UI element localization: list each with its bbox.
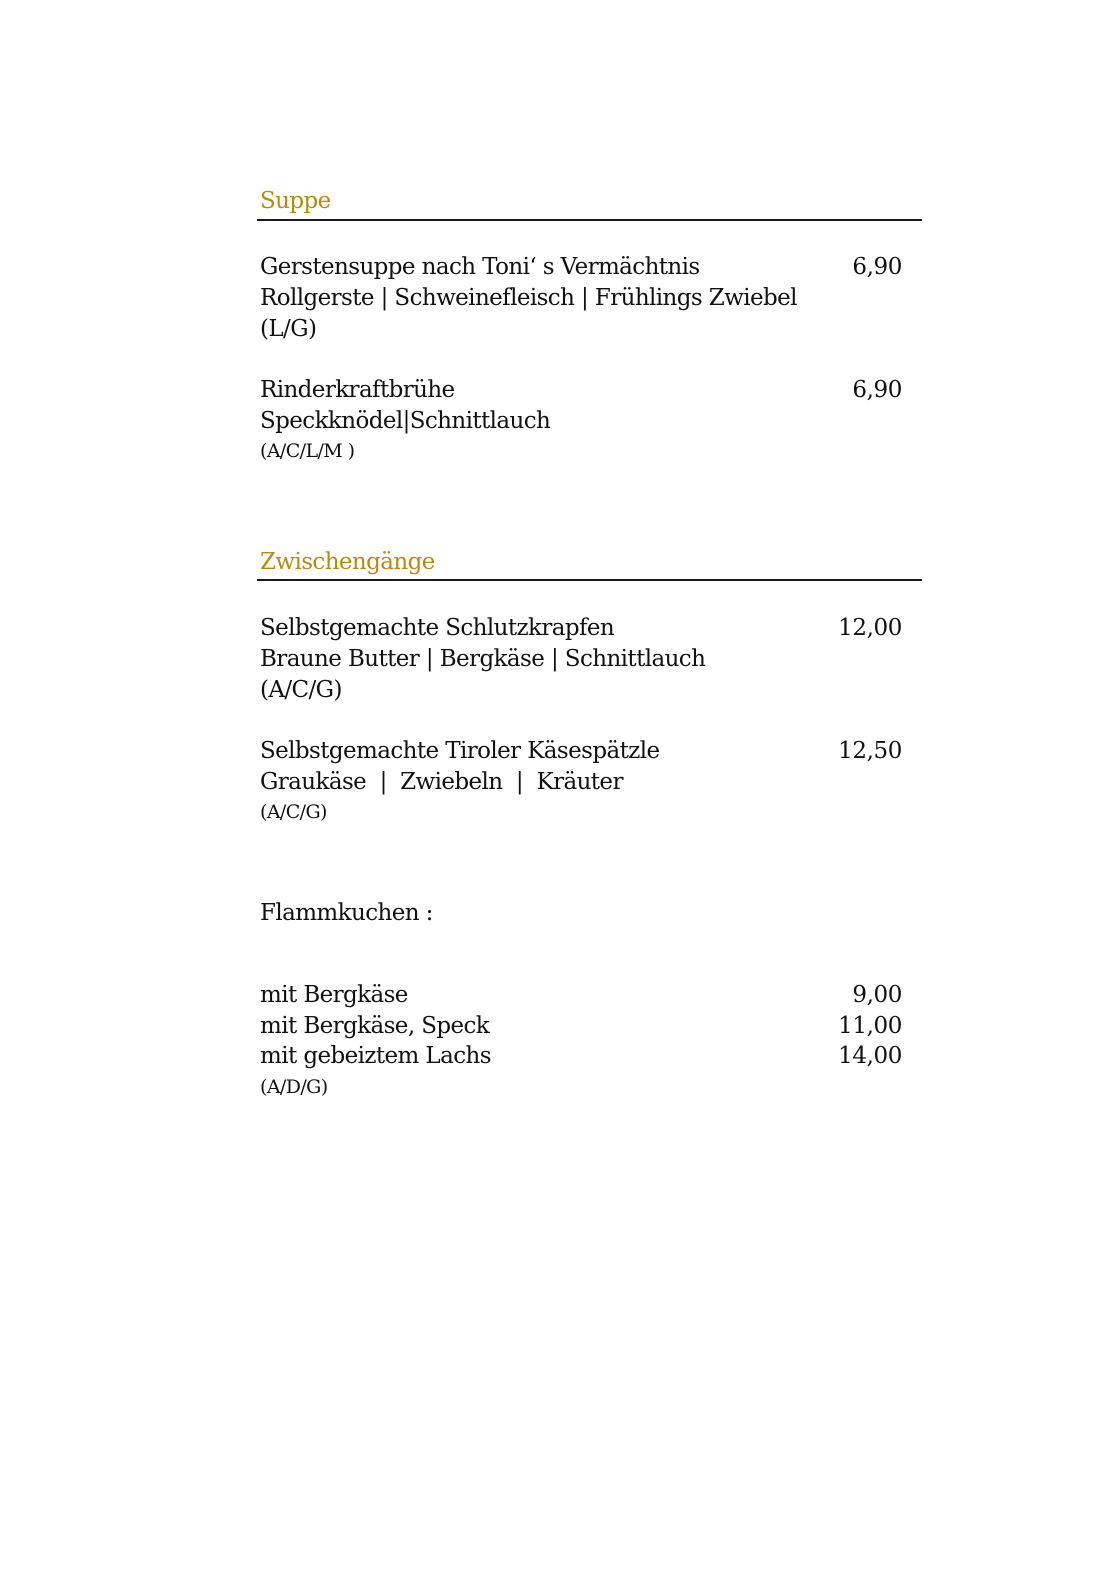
section-divider-suppe — [257, 219, 922, 221]
item-allergens: (L/G) — [260, 316, 317, 342]
item-price: 6,90 — [852, 377, 902, 403]
item-name: Selbstgemachte Tiroler Käsespätzle — [260, 738, 660, 764]
item-price: 12,50 — [838, 738, 902, 764]
item-description: Graukäse | Zwiebeln | Kräuter — [260, 769, 623, 795]
item-allergens: (A/C/G) — [260, 801, 327, 823]
variant-name: mit Bergkäse, Speck — [260, 1013, 490, 1039]
item-description: Speckknödel|Schnittlauch — [260, 408, 551, 434]
variant-name: mit Bergkäse — [260, 982, 408, 1008]
item-allergens: (A/C/L/M ) — [260, 440, 355, 462]
item-name: Rinderkraftbrühe — [260, 377, 455, 403]
variant-name: mit gebeiztem Lachs — [260, 1043, 491, 1069]
item-price: 12,00 — [838, 615, 902, 641]
flammkuchen-title: Flammkuchen : — [260, 900, 433, 926]
item-allergens: (A/C/G) — [260, 677, 342, 703]
item-name: Gerstensuppe nach Toni‘ s Vermächtnis — [260, 254, 700, 280]
item-description: Braune Butter | Bergkäse | Schnittlauch — [260, 646, 706, 672]
item-description: Rollgerste | Schweinefleisch | Frühlings Zwiebel — [260, 285, 797, 311]
section-title-zwischengaenge: Zwischengänge — [260, 549, 435, 575]
section-title-suppe: Suppe — [260, 188, 331, 214]
variant-price: 9,00 — [852, 982, 902, 1008]
flammkuchen-allergens: (A/D/G) — [260, 1076, 328, 1098]
section-divider-zwischengaenge — [257, 579, 922, 581]
item-price: 6,90 — [852, 254, 902, 280]
item-name: Selbstgemachte Schlutzkrapfen — [260, 615, 615, 641]
variant-price: 14,00 — [838, 1043, 902, 1069]
variant-price: 11,00 — [838, 1013, 902, 1039]
